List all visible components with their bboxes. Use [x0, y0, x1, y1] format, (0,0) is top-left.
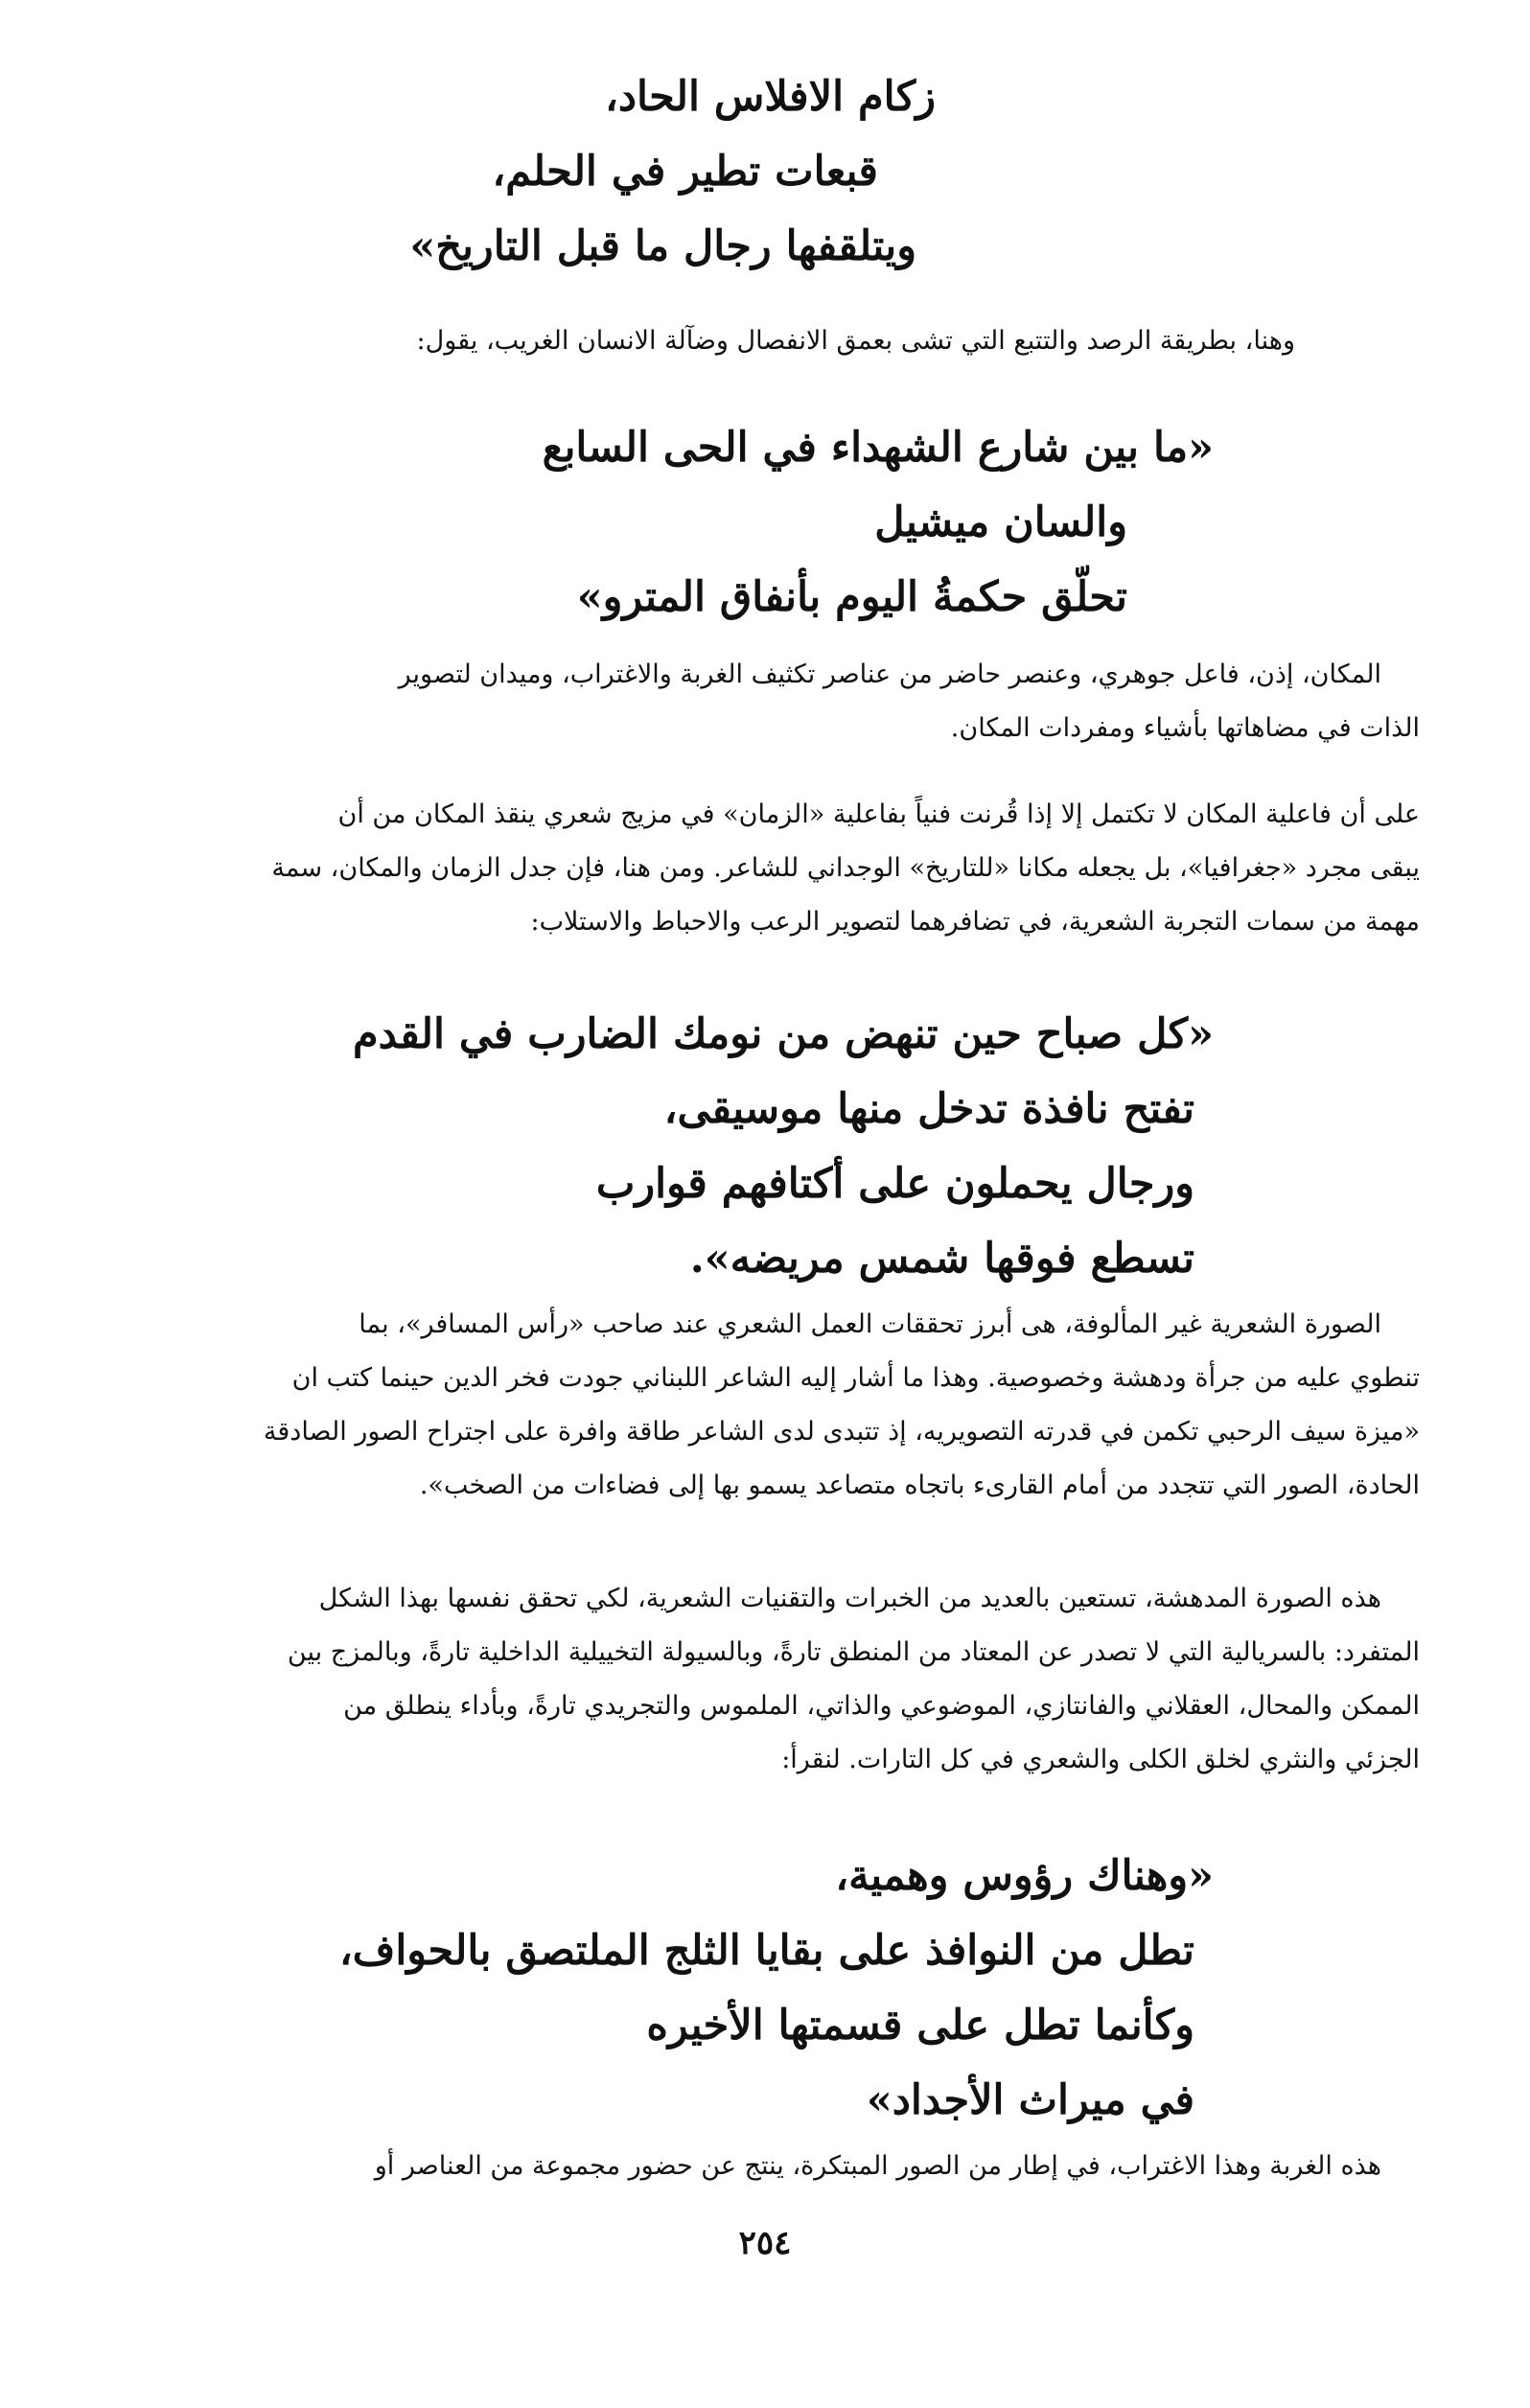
paragraph-line: وهنا، بطريقة الرصد والتتبع التي تشى بعمق الانفصال وضآلة الانسان الغريب، يقول: [416, 326, 1295, 356]
verse-line: «ما بين شارع الشهداء في الحى السابع [542, 424, 1214, 472]
paragraph-line: تنطوي عليه من جرأة ودهشة وخصوصية. وهذا ما أشار إليه الشاعر اللبناني جودت فخر الدين حينما كتب ان [291, 1363, 1420, 1393]
paragraph-line: هذه الغربة وهذا الاغتراب، في إطار من الصور المبتكرة، ينتج عن حضور مجموعة من العناصر أو [374, 2151, 1381, 2181]
verse-line: تسطع فوقها شمس مريضه». [689, 1235, 1194, 1283]
verse-line: قبعات تطير في الحلم، [492, 148, 878, 196]
verse-line: وكأنما تطل على قسمتها الأخيره [646, 2002, 1194, 2049]
paragraph-4 [97, 1298, 1420, 1513]
verse-line: تفتح نافذة تدخل منها موسيقى، [663, 1085, 1194, 1133]
paragraph-line: على أن فاعلية المكان لا تكتمل إلا إذا قُرنت فنياً بفاعلية «الزمان» في مزيج شعري ينقذ المكان من أن [337, 799, 1420, 829]
paragraph-line: هذه الصورة المدهشة، تستعين بالعديد من الخبرات والتقنيات الشعرية، لكي تحقق نفسها بهذا الشكل [318, 1584, 1381, 1613]
paragraph-1 [97, 314, 1420, 368]
verse-line: «كل صباح حين تنهض من نومك الضارب في القدم [352, 1010, 1214, 1058]
paragraph-line: الحادة، الصور التي تتجدد من أمام القارىء باتجاه متصاعد يسمو بها إلى فضاءات من الصخب». [419, 1470, 1420, 1500]
paragraph-6 [97, 2140, 1420, 2193]
verse-line: في ميراث الأجداد» [866, 2076, 1194, 2124]
paragraph-line: المتفرد: بالسريالية التي لا تصدر عن المعتاد من المنطق تارةً، وبالسيولة التخييلية الداخلية تارةً، وبالمزج بين [287, 1637, 1420, 1667]
paragraph-line: الذات في مضاهاتها بأشياء ومفردات المكان. [950, 713, 1420, 743]
verse-line: ورجال يحملون على أكتافهم قوارب [595, 1160, 1194, 1208]
paragraph-5 [97, 1572, 1420, 1787]
verse-line: تطل من النوافذ على بقايا الثلج الملتصق بالحواف، [338, 1927, 1194, 1975]
paragraph-line: مهمة من سمات التجربة الشعرية، في تضافرهما لتصوير الرعب والاحباط والاستلاب: [530, 907, 1420, 937]
verse-block-1 [265, 59, 936, 284]
paragraph-line: المكان، إذن، فاعل جوهري، وعنصر حاضر من عناصر تكثيف الغربة والاغتراب، وميدان لتصوير [398, 660, 1381, 689]
verse-line: تحلّق حكمةُ اليوم بأنفاق المترو» [576, 573, 1127, 621]
paragraph-line: يبقى مجرد «جغرافيا»، بل يجعله مكانا «للتاريخ» الوجداني للشاعر. ومن هنا، فإن جدل الزمان والمكان، سمة [271, 853, 1420, 883]
verse-block-2 [351, 410, 1214, 635]
verse-line: زكام الافلاس الحاد، [604, 73, 936, 121]
verse-line: ويتلقفها رجال ما قبل التاريخ» [409, 222, 916, 270]
paragraph-line: الممكن والمحال، العقلاني والفانتازي، الموضوعي والذاتي، الملموس والتجريدي تارةً، وبأداء ينطلق من [343, 1691, 1420, 1721]
page-number: ٢٥٤ [738, 2224, 792, 2262]
paragraph-2 [97, 648, 1420, 755]
paragraph-line: الجزئي والنثري لخلق الكلى والشعري في كل التارات. لنقرأ: [781, 1745, 1420, 1774]
paragraph-line: «ميزة سيف الرحبي تكمن في قدرته التصويريه، إذ تتبدى لدى الشاعر طاقة وافرة على اجتراح الصور الصادقة [263, 1417, 1420, 1447]
verse-line: والسان ميشيل [874, 498, 1127, 546]
paragraph-3 [97, 788, 1420, 949]
paragraph-line: الصورة الشعرية غير المألوفة، هى أبرز تحققات العمل الشعري عند صاحب «رأس المسافر»، بما [359, 1309, 1381, 1339]
verse-block-4 [255, 1839, 1214, 2138]
verse-block-3 [159, 997, 1214, 1296]
verse-line: «وهناك رؤوس وهمية، [835, 1852, 1214, 1900]
